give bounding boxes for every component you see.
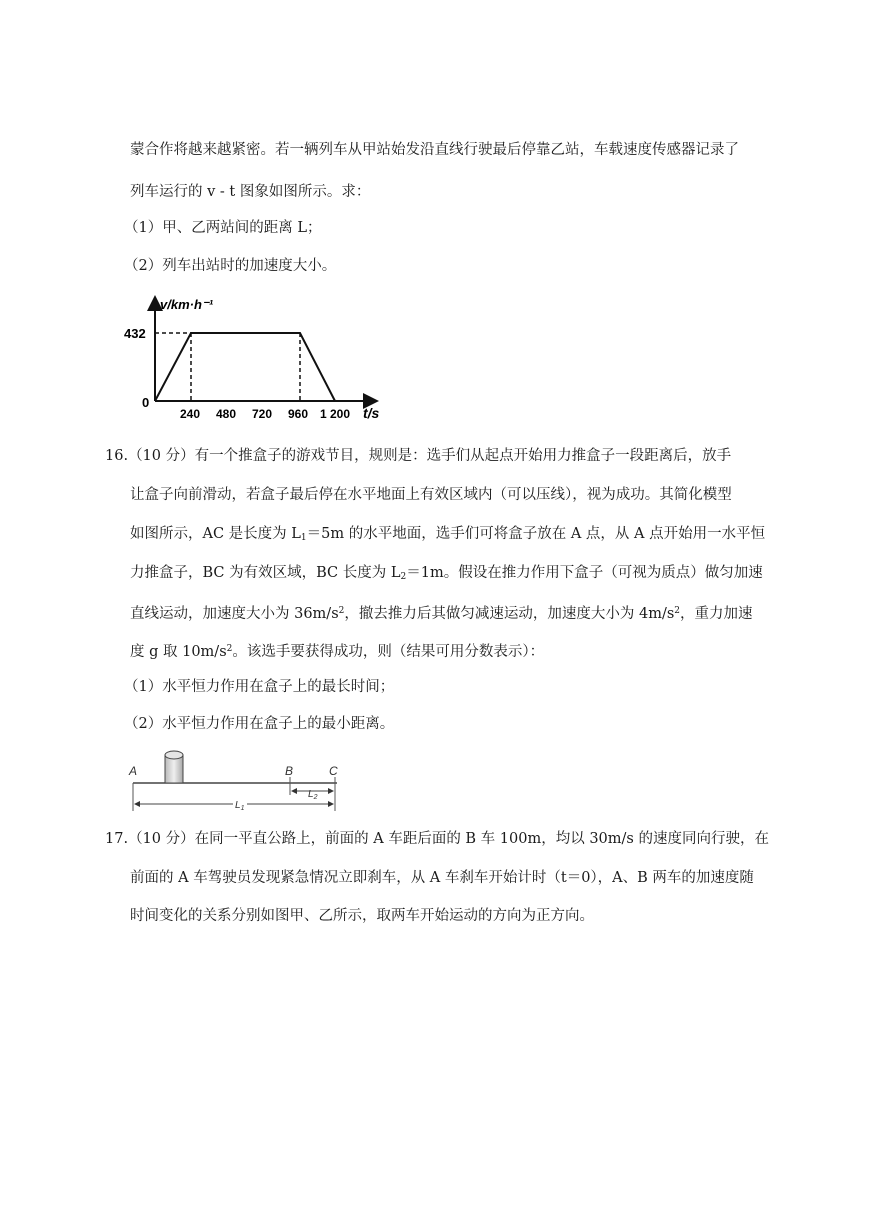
q16-line3: 如图所示，AC 是长度为 $L_1=5m$ 的水平地面，选手们可将盒子放在 A 点，从 A 点开始用一水平恒 — [130, 526, 766, 543]
q16-line5: 直线运动，加速度大小为 $36m/s^2$，撤去推力后其做匀减速运动，加速度大小为 $4m/s^2$，重力加速 — [130, 606, 753, 622]
x-tick-label: 480 — [216, 407, 237, 421]
q17-score: （10 分） — [128, 831, 195, 847]
x-axis-label: t/s — [363, 405, 380, 421]
label-l2: $L_2$ — [308, 789, 318, 801]
x-tick-label: 1 200 — [320, 407, 351, 421]
q16-subquestion-2: （2）水平恒力作用在盒子上的最小距离。 — [124, 716, 395, 732]
q15-subquestion-2: （2）列车出站时的加速度大小。 — [124, 258, 337, 274]
q16-text: 有一个推盒子的游戏节目，规则是：选手们从起点开始用力推盒子一段距离后，放手 — [194, 448, 732, 464]
q17-line1 — [105, 829, 769, 849]
x-tick-label: 960 — [288, 407, 309, 421]
q16-score: （10 分） — [128, 448, 195, 464]
label-l1: $L_1$ — [235, 800, 245, 812]
q15-subquestion-1: （1）甲、乙两站间的距离 L； — [124, 220, 322, 236]
velocity-curve — [155, 333, 335, 401]
y-axis-label: v/km·h⁻¹ — [160, 297, 214, 312]
q16-subquestion-1: （1）水平恒力作用在盒子上的最长时间； — [124, 679, 395, 695]
y-tick-label: 432 — [124, 326, 146, 341]
q16-line4: 力推盒子，BC 为有效区域，BC 长度为 $L_2=1m$。假设在推力作用下盒子（可视为质点）做匀加速 — [130, 565, 763, 582]
x-tick-label: 720 — [252, 407, 273, 421]
label-b: B — [285, 764, 294, 778]
q15-intro-line2: 列车运行的 v - t 图象如图所示。求： — [130, 184, 371, 200]
origin-label: 0 — [142, 395, 150, 410]
box-object — [165, 751, 183, 783]
q16-line2: 让盒子向前滑动，若盒子最后停在水平地面上有效区域内（可以压线），视为成功。其简化模型 — [130, 487, 732, 503]
q16-line1 — [105, 446, 731, 466]
x-tick-label: 240 — [180, 407, 201, 421]
label-c: C — [329, 764, 338, 778]
label-a: A — [129, 764, 138, 778]
box-ground-figure — [125, 745, 355, 815]
q17-text: 在同一平直公路上，前面的 A 车距后面的 B 车 100m，均以 30m/s 的速度同向行驶，在 — [194, 831, 769, 847]
q16-number: 16. — [105, 448, 129, 464]
q17-line2: 前面的 A 车驾驶员发现紧急情况立即刹车，从 A 车刹车开始计时（t＝0），A、B 两车的加速度随 — [130, 870, 754, 886]
vt-graph — [120, 293, 400, 423]
q16-line6: 度 g 取 $10m/s^2$。该选手要获得成功，则（结果可用分数表示）： — [130, 644, 545, 660]
q15-intro-line1: 蒙合作将越来越紧密。若一辆列车从甲站始发沿直线行驶最后停靠乙站，车载速度传感器记录了 — [130, 142, 739, 158]
q17-line3: 时间变化的关系分别如图甲、乙所示，取两车开始运动的方向为正方向。 — [130, 908, 594, 924]
q17-number: 17. — [105, 831, 129, 847]
